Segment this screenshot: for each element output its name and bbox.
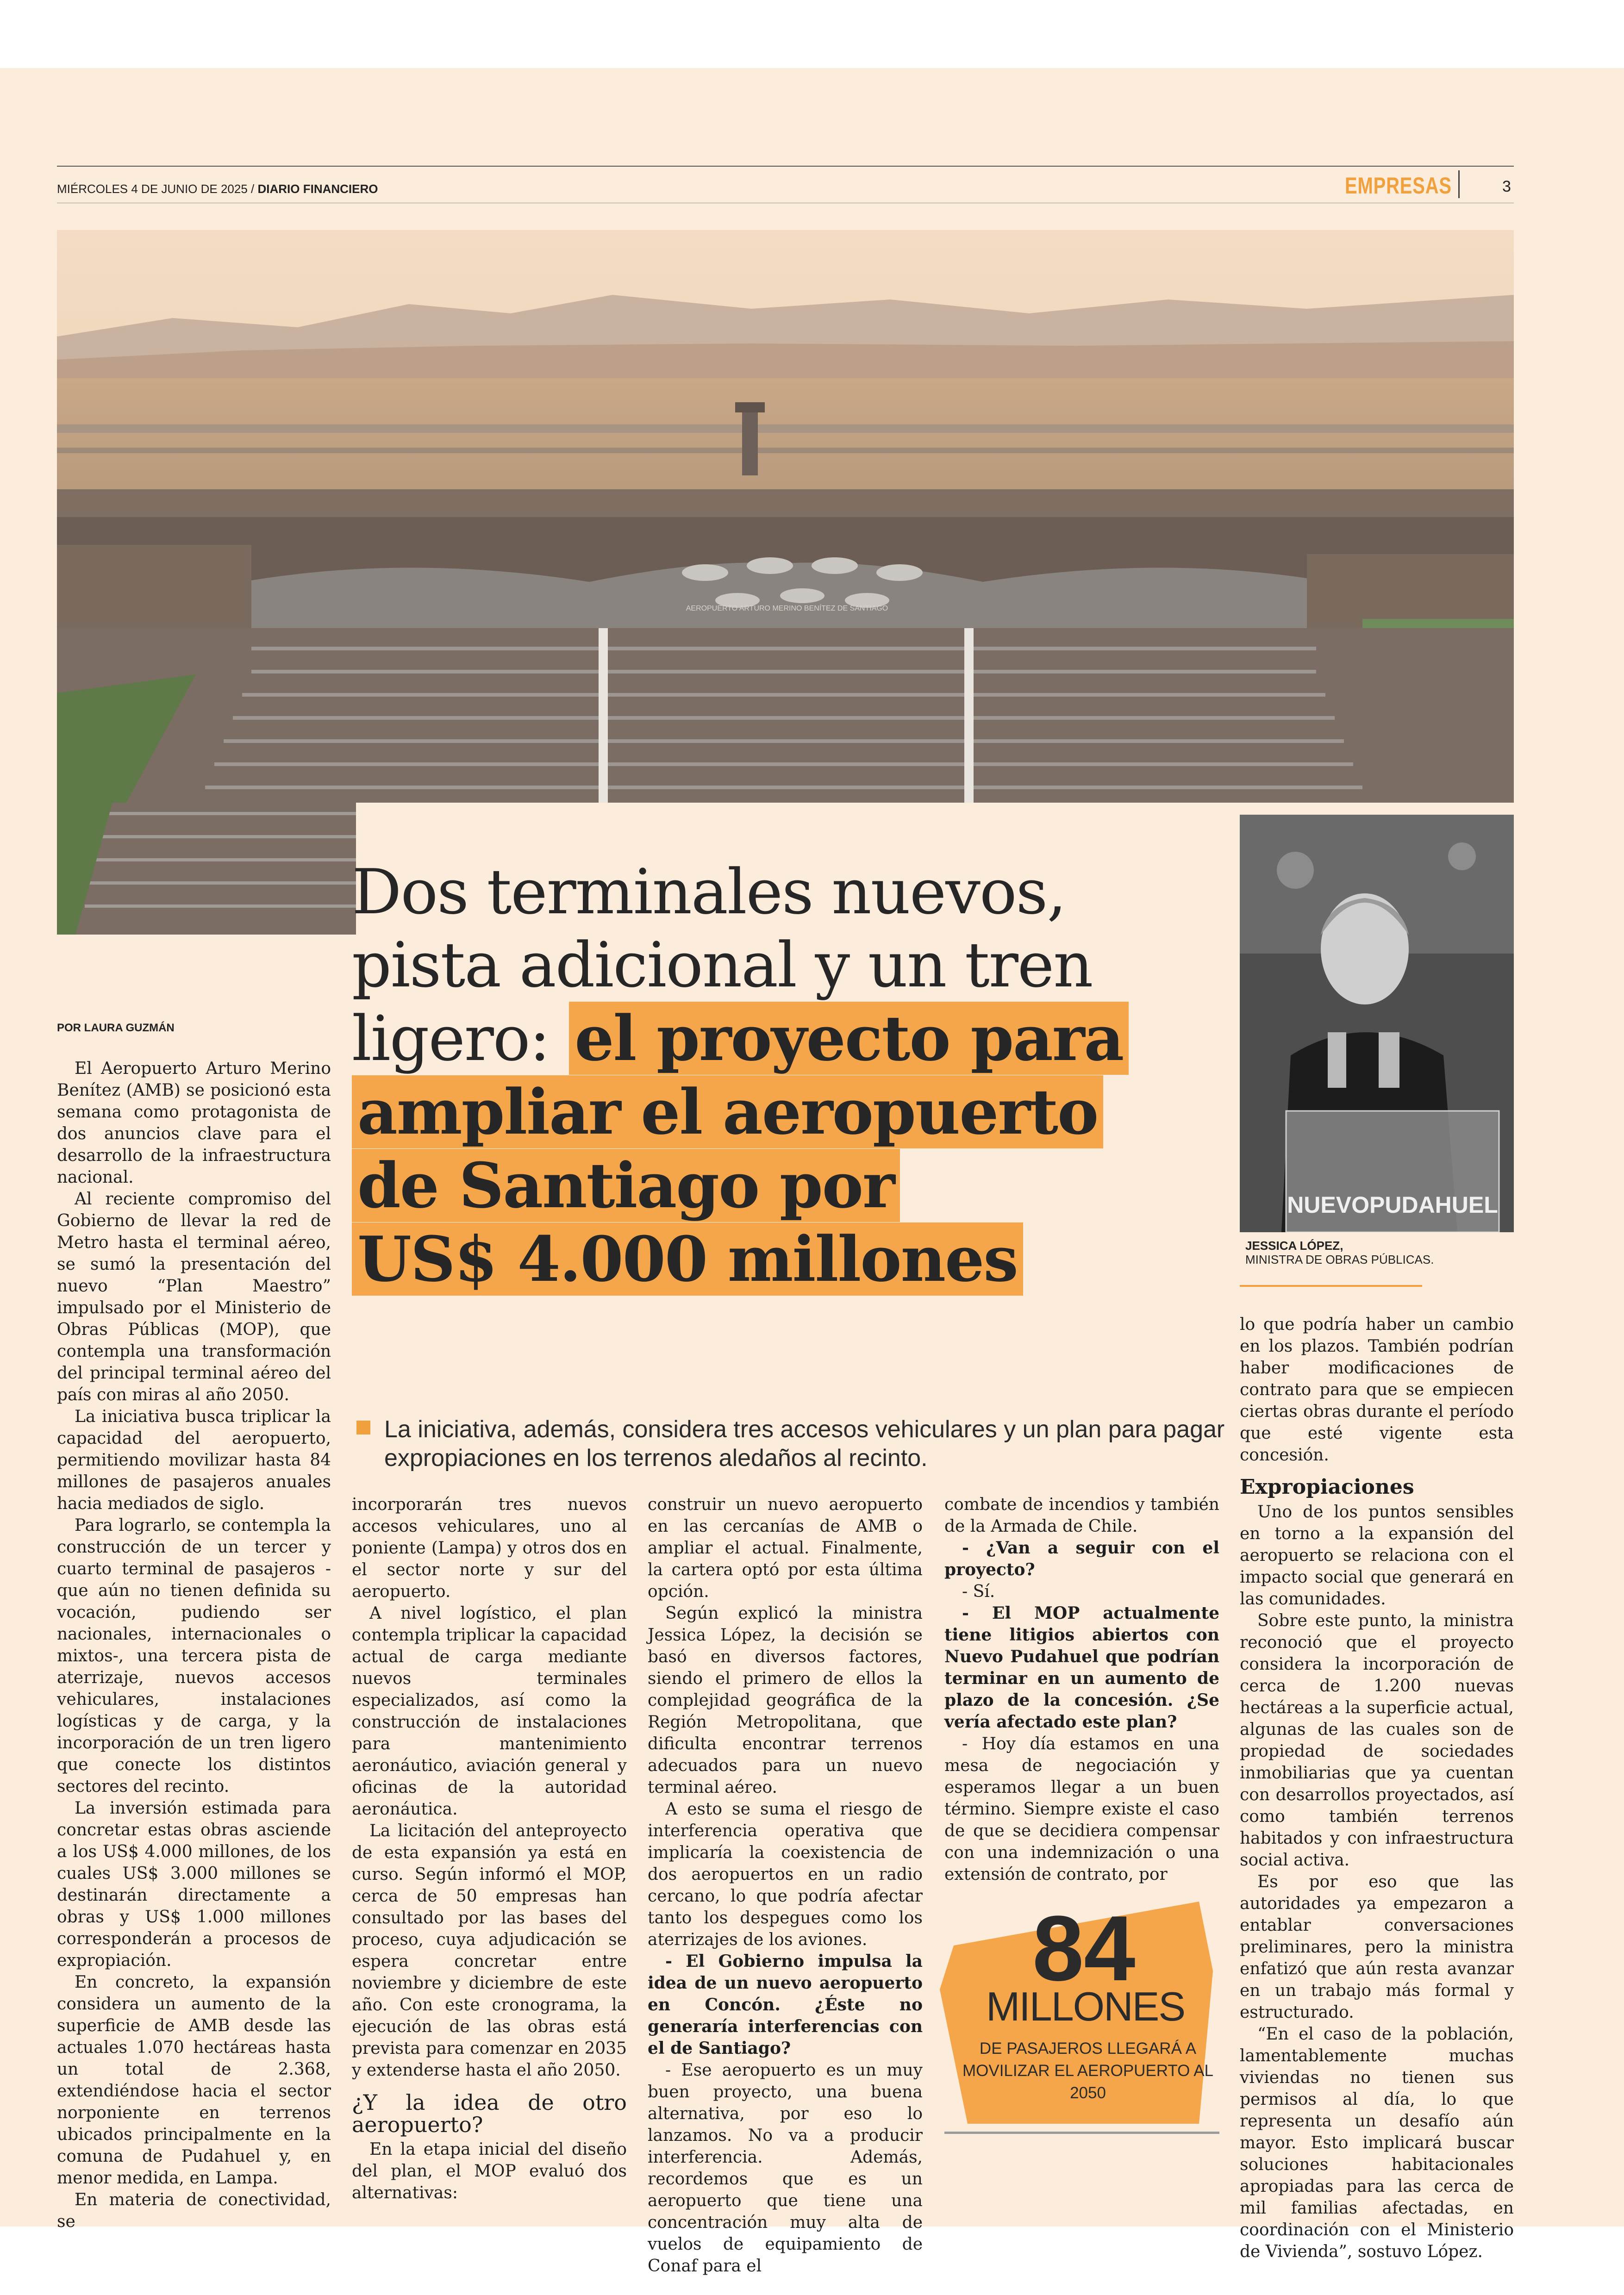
headline xyxy=(352,855,1231,1296)
page-number: 3 xyxy=(1502,178,1511,195)
paragraph: La inversión estimada para concretar estas obras asciende a los US$ 4.000 millones, de los cuales US$ 3.000 millones se destinarán directamente a obras y US$ 1.000 millones corresponderán a procesos de expropiación. xyxy=(57,1799,331,1970)
headline-line-3-plain: ligero: xyxy=(352,1003,550,1075)
photo-caption xyxy=(1245,1239,1434,1266)
paragraph: La iniciativa busca triplicar la capacidad del aeropuerto, permitiendo movilizar hasta 84 millones de pasajeros anuales hacia mediados de siglo. xyxy=(57,1407,331,1513)
article-column-5 xyxy=(1240,1314,1514,2263)
caption-accent-rule xyxy=(1240,1285,1422,1287)
interview-answer: - Sí. xyxy=(962,1582,995,1601)
headline-line-1: Dos terminales nuevos, xyxy=(352,856,1066,928)
interview-question: - El Gobierno impulsa la idea de un nuevo aeropuerto en Concón. ¿Éste no generaría interferencias con el de Santiago? xyxy=(648,1952,923,2058)
headline-line-2: pista adicional y un tren xyxy=(352,929,1093,1001)
airport-photo-lower-strip xyxy=(57,803,356,935)
headline-line-6: US$ 4.000 millones xyxy=(352,1222,1023,1296)
stat-unit: MILLONES xyxy=(986,1983,1185,2029)
paragraph: En la etapa inicial del diseño del plan, el MOP evaluó dos alternativas: xyxy=(352,2140,627,2202)
date-text: MIÉRCOLES 4 DE JUNIO DE 2025 / xyxy=(57,182,255,196)
interview-answer: - Ese aeropuerto es un muy buen proyecto, una buena alternativa, por eso lo lanzamos. No va a producir interferencia. Además, recordemos que es un aeropuerto que tiene una concentración muy alta de vuelos de equipamiento de Conaf para el xyxy=(648,2061,923,2276)
interview-question: - El MOP actualmente tiene litigios abiertos con Nuevo Pudahuel que podrían terminar en un aumento de plazo de la concesión. ¿Se vería afectado este plan? xyxy=(944,1603,1219,1732)
paragraph: Para lograrlo, se contempla la construcción de un tercer y cuarto terminal de pasajeros -que aún no tienen definida su vocación, pudiendo ser nacionales, internacionales o mixtos-, una tercera pista de aterrizaje, nuevos accesos vehiculares, instalaciones logísticas y de carga, y la incorporación de un tren ligero que conecte los distintos sectores del recinto. xyxy=(57,1516,331,1796)
subheading-otro-aeropuerto: ¿Y la idea de otro aeropuerto? xyxy=(352,2090,627,2137)
paragraph: incorporarán tres nuevos accesos vehiculares, uno al poniente (Lampa) y otros dos en el sector norte y sur del aeropuerto. xyxy=(352,1495,627,1601)
paragraph: A nivel logístico, el plan contempla triplicar la capacidad actual de carga mediante nuevos terminales especializados, así como la construcción de instalaciones para mantenimiento aeronáutico, aviación general y oficinas de la autoridad aeronáutica. xyxy=(352,1604,627,1819)
paragraph: En concreto, la expansión considera un aumento de la superficie de AMB desde las actuales 1.070 hectáreas hasta un total de 2.368, extendiéndose hacia el sector norponiente en terrenos ubicados principalmente en la comuna de Pudahuel y, en menor medida, en Lampa. xyxy=(57,1973,331,2188)
terminal-sign-text: AEROPUERTO ARTURO MERINO BENÍTEZ DE SANTIAGO xyxy=(686,605,888,612)
interview-question: - ¿Van a seguir con el proyecto? xyxy=(944,1538,1219,1579)
paragraph: combate de incendios y también de la Armada de Chile. xyxy=(944,1495,1219,1536)
paragraph: Al reciente compromiso del Gobierno de llevar la red de Metro hasta el terminal aéreo, se sumó la presentación del nuevo “Plan Maestro” impulsado por el Ministerio de Obras Públicas (MOP), que contempla una transformación del principal terminal aéreo del país con miras al año 2050. xyxy=(57,1190,331,1404)
deck-bullet-icon xyxy=(356,1421,370,1434)
headline-line-3-highlight: el proyecto para xyxy=(569,1002,1129,1075)
paragraph: Uno de los puntos sensibles en torno a la expansión del aeropuerto se relaciona con el impacto social que generará en las comunidades. xyxy=(1240,1503,1514,1609)
deck-text: La iniciativa, además, considera tres accesos vehiculares y un plan para pagar expropiaciones en los terrenos aledaños al recinto. xyxy=(384,1416,1225,1472)
publication-name: DIARIO FINANCIERO xyxy=(257,182,378,196)
article-column-2 xyxy=(352,1494,627,2204)
paragraph: Es por eso que las autoridades ya empezaron a entablar conversaciones preliminares, pero la ministra enfatizó que aún resta avanzar en un trabajo más formal y estructurado. xyxy=(1240,1872,1514,2022)
headline-line-4: ampliar el aeropuerto xyxy=(352,1075,1103,1148)
article-column-3 xyxy=(648,1494,923,2277)
stat-number: 84 xyxy=(1032,1897,1136,2000)
paragraph: “En el caso de la población, lamentablemente muchas viviendas no tienen sus permisos al día, lo que representa un desafío aún mayor. Esto implicará buscar soluciones habitacionales apropiadas para las cerca de mil familias afectadas, en coordinación con el Ministerio de Vivienda”, sostuvo López. xyxy=(1240,2025,1514,2261)
article-column-4 xyxy=(944,1494,1219,1885)
paragraph: El Aeropuerto Arturo Merino Benítez (AMB) se posicionó esta semana como protagonista de dos anuncios clave para el desarrollo de la infraestructura nacional. xyxy=(57,1059,331,1187)
airport-aerial-photo xyxy=(57,230,1514,803)
caption-role: MINISTRA DE OBRAS PÚBLICAS. xyxy=(1245,1253,1434,1266)
paragraph: lo que podría haber un cambio en los plazos. También podrían haber modificaciones de contrato para que se empiecen ciertas obras durante el período que esté vigente esta concesión. xyxy=(1240,1315,1514,1465)
stat-bottom-rule xyxy=(944,2132,1219,2134)
paragraph: En materia de conectividad, se xyxy=(57,2190,331,2231)
nuevo-pudahuel-logo: NUEVOPUDAHUEL xyxy=(1287,1192,1498,1218)
paragraph: construir un nuevo aeropuerto en las cercanías de AMB o ampliar el actual. Finalmente, la cartera optó por esta última opción. xyxy=(648,1495,923,1601)
byline: POR LAURA GUZMÁN xyxy=(57,1022,175,1034)
caption-name: JESSICA LÓPEZ, xyxy=(1245,1239,1343,1253)
subheading-expropiaciones: Expropiaciones xyxy=(1240,1475,1414,1499)
paragraph: Según explicó la ministra Jessica López, la decisión se basó en diversos factores, siendo el primero de ellos la complejidad geográfica de la Región Metropolitana, que dificulta encontrar terrenos adecuados para un nuevo terminal aéreo. xyxy=(648,1604,923,1797)
minister-portrait-photo xyxy=(1240,815,1514,1232)
headline-line-5: de Santiago por xyxy=(352,1149,900,1222)
paragraph: La licitación del anteproyecto de esta expansión ya está en curso. Según informó el MOP, cerca de 50 empresas han consultado por las bases del proceso, cuya adjudicación se espera concretar entre noviembre y diciembre de este año. Con este cronograma, la ejecución de las obras está prevista para comenzar en 2035 y extenderse hasta el año 2050. xyxy=(352,1821,627,2080)
header-divider xyxy=(1458,170,1460,198)
section-label: EMPRESAS xyxy=(1345,173,1452,199)
header-date xyxy=(57,182,378,196)
stat-description: DE PASAJEROS LLEGARÁ A MOVILIZAR EL AEROPUERTO AL 2050 xyxy=(962,2039,1214,2102)
paragraph: Sobre este punto, la ministra reconoció que el proyecto considera la incorporación de cerca de 1.200 nuevas hectáreas a la superficie actual, algunas de las cuales son de propiedad de sociedades inmobiliarias que ya cuentan con desarrollos proyectados, así como también terrenos habitados y con infraestructura social activa. xyxy=(1240,1611,1514,1870)
article-column-1 xyxy=(57,1058,331,2233)
paragraph: A esto se suma el riesgo de interferencia operativa que implicaría la coexistencia de dos aeropuertos en un radio cercano, lo que podría afectar tanto los despegues como los aterrizajes de los aviones. xyxy=(648,1800,923,1949)
header-rule-top xyxy=(57,166,1514,167)
interview-answer: - Hoy día estamos en una mesa de negociación y esperamos llegar a un buen término. Siempre existe el caso de que se decidiera compensar con una indemnización o una extensión de contrato, por xyxy=(944,1734,1219,1884)
